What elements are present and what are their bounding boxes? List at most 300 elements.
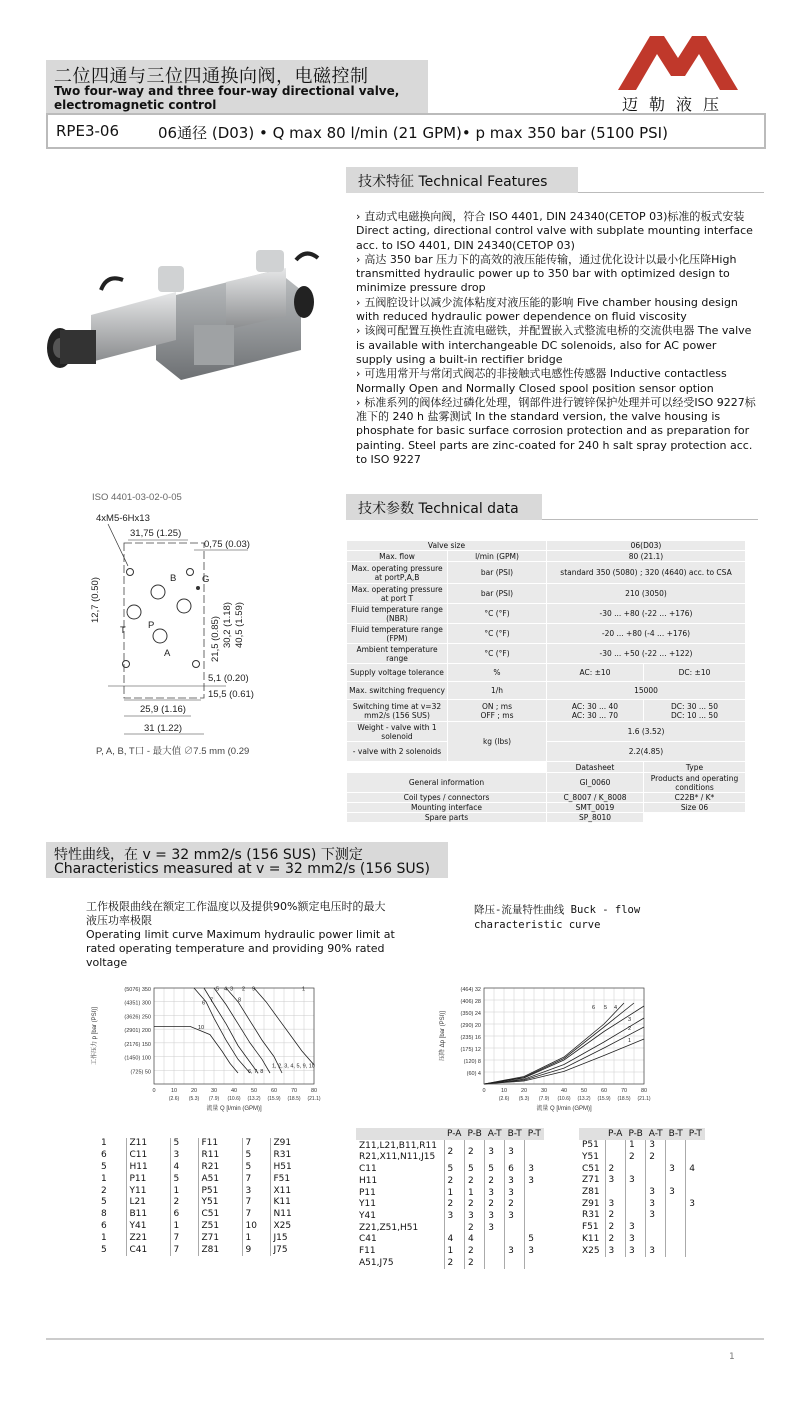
model-id: RPE3-06 bbox=[56, 122, 119, 140]
table-row bbox=[98, 1173, 314, 1185]
flow-curve-table-left bbox=[356, 1128, 544, 1269]
x-tick-label-gpm: (18.5) bbox=[617, 1096, 631, 1102]
tech-cell: -30 ... +50 (-22 ... +122) bbox=[547, 644, 745, 663]
table-cell: 4 bbox=[686, 1163, 705, 1175]
table-cell: 5 bbox=[101, 1244, 107, 1255]
tech-cell: bar (PSI) bbox=[448, 584, 546, 603]
table-cell bbox=[666, 1198, 686, 1210]
x-tick-label-gpm: (21.1) bbox=[637, 1096, 651, 1102]
feature-text: 可选用常开与常闭式阀芯的非接触式电感性传感器 Inductive contactless Normally Open and Normally Closed spool position sensor option bbox=[356, 367, 727, 395]
table-cell: C41 bbox=[359, 1234, 377, 1245]
table-cell bbox=[505, 1222, 525, 1234]
flow-table-header-blank bbox=[356, 1128, 444, 1140]
table-cell: 2 bbox=[505, 1199, 525, 1211]
x-tick-label-gpm: (21.1) bbox=[307, 1096, 321, 1102]
table-cell: 3 bbox=[444, 1211, 464, 1223]
flow-table-header: P-T bbox=[525, 1128, 544, 1140]
tech-cell: Products and operating conditions bbox=[644, 773, 745, 792]
table-cell: Y11 bbox=[126, 1185, 170, 1197]
table-cell: 7 bbox=[242, 1209, 270, 1221]
table-cell bbox=[686, 1140, 705, 1152]
table-cell: 3 bbox=[686, 1198, 705, 1210]
tech-cell: GI_0060 bbox=[547, 773, 643, 792]
x-tick-label-gpm: (15.9) bbox=[597, 1096, 611, 1102]
x-tick-label: 10 bbox=[500, 1088, 508, 1094]
tech-data-table bbox=[346, 540, 746, 823]
x-tick-label-gpm: (7.9) bbox=[538, 1096, 550, 1102]
table-cell: C41 bbox=[126, 1244, 170, 1256]
tech-cell: AC: ±10 bbox=[547, 664, 643, 681]
table-cell bbox=[625, 1198, 645, 1210]
table-cell: Z91 bbox=[270, 1138, 314, 1150]
table-cell: F51 bbox=[582, 1222, 599, 1233]
table-cell: 2 bbox=[605, 1234, 625, 1246]
tech-cell: 2.2(4.85) bbox=[547, 742, 745, 761]
table-cell: C11 bbox=[126, 1150, 170, 1162]
table-cell: K11 bbox=[582, 1233, 600, 1244]
x-tick-label: 60 bbox=[270, 1088, 278, 1094]
tech-cell: Mounting interface bbox=[347, 803, 546, 812]
table-cell: 2 bbox=[170, 1197, 198, 1209]
table-cell: Z21 bbox=[126, 1232, 170, 1244]
x-tick-label-gpm: (5.3) bbox=[518, 1096, 530, 1102]
y-tick-label: (1450) 100 bbox=[124, 1055, 151, 1062]
y-tick-label: (725) 50 bbox=[130, 1069, 151, 1076]
feature-text: 直动式电磁换向阀，符合 ISO 4401, DIN 24340(CETOP 03)标准的板式安装Direct acting, directional control valve with subplate mounting interface acc. to ISO 4401, DIN 24340(CETOP 03) bbox=[356, 210, 753, 252]
series-line bbox=[214, 988, 270, 1076]
bullet-icon: › bbox=[356, 252, 361, 266]
table-cell: 3 bbox=[525, 1164, 544, 1176]
tech-cell: Type bbox=[644, 762, 745, 772]
bullet-icon: › bbox=[356, 210, 361, 223]
table-cell: 8 bbox=[101, 1209, 107, 1220]
table-cell: 2 bbox=[444, 1258, 464, 1270]
table-row bbox=[356, 1222, 544, 1234]
valve-product-image bbox=[46, 230, 336, 405]
table-cell: Y51 bbox=[582, 1152, 599, 1163]
table-cell: 2 bbox=[464, 1176, 484, 1188]
table-cell: 2 bbox=[464, 1258, 484, 1270]
table-cell: Z51 bbox=[198, 1221, 242, 1233]
flow-table-header: A-T bbox=[646, 1128, 666, 1140]
table-cell bbox=[666, 1234, 686, 1246]
tech-cell: Switching time at v=32 mm2/s (156 SUS) bbox=[347, 700, 447, 721]
table-cell: A51 bbox=[198, 1173, 242, 1185]
table-cell: 2 bbox=[444, 1140, 464, 1164]
flow-table-header: B-T bbox=[666, 1128, 686, 1140]
table-cell bbox=[605, 1152, 625, 1164]
page-title-en: Two four-way and three four-way directional valve, electromagnetic control bbox=[54, 84, 400, 112]
feature-text: 高达 350 bar 压力下的高效的液压能传输，通过优化设计以最小化压降High transmitted hydraulic power up to 350 bar with optimized design to minimize pressure drop bbox=[356, 252, 737, 295]
table-cell: 3 bbox=[485, 1211, 505, 1223]
table-cell: Z91 bbox=[582, 1198, 600, 1209]
x-tick-label-gpm: (10.6) bbox=[557, 1096, 571, 1102]
tech-cell: General information bbox=[347, 773, 546, 792]
table-cell: 2 bbox=[646, 1152, 666, 1164]
series-line bbox=[154, 1026, 238, 1073]
tech-cell: Supply voltage tolerance bbox=[347, 664, 447, 681]
table-cell bbox=[525, 1258, 544, 1270]
tech-cell: DC: ±10 bbox=[644, 664, 745, 681]
x-tick-label-gpm: (15.9) bbox=[267, 1096, 281, 1102]
table-row bbox=[356, 1176, 544, 1188]
tech-cell bbox=[644, 813, 745, 822]
feature-item bbox=[356, 253, 756, 296]
table-cell: 1 bbox=[170, 1185, 198, 1197]
curve1-title-cn: 工作极限曲线在额定工作温度以及提供90%额定电压时的最大液压功率极限 bbox=[86, 900, 386, 927]
table-cell: 3 bbox=[666, 1187, 686, 1199]
table-cell: 3 bbox=[605, 1175, 625, 1187]
x-tick-label-gpm: (10.6) bbox=[227, 1096, 241, 1102]
tech-cell: % bbox=[448, 664, 546, 681]
flow-table-header: P-B bbox=[464, 1128, 484, 1140]
x-tick-label: 30 bbox=[210, 1088, 218, 1094]
table-cell: J75 bbox=[270, 1244, 314, 1256]
feature-item bbox=[356, 396, 756, 467]
table-cell: 10 bbox=[242, 1221, 270, 1233]
y-tick-label: (5076) 350 bbox=[124, 987, 151, 993]
table-cell: 7 bbox=[242, 1197, 270, 1209]
tech-cell: 1.6 (3.52) bbox=[547, 722, 745, 741]
table-cell: X25 bbox=[582, 1245, 600, 1256]
table-cell: 3 bbox=[485, 1222, 505, 1234]
table-cell: C51 bbox=[582, 1163, 600, 1174]
table-cell: K11 bbox=[270, 1197, 314, 1209]
table-cell bbox=[525, 1140, 544, 1164]
curve1-title-en: Operating limit curve Maximum hydraulic power limit at rated operating temperature and providing 90% rated voltage bbox=[86, 928, 395, 969]
tech-cell: AC: 30 ... 40 AC: 30 ... 70 bbox=[547, 700, 643, 721]
x-tick-label: 30 bbox=[540, 1088, 548, 1094]
tech-cell: - valve with 2 solenoids bbox=[347, 742, 447, 761]
x-tick-label: 40 bbox=[560, 1088, 568, 1094]
table-cell: 5 bbox=[525, 1234, 544, 1246]
table-cell bbox=[625, 1187, 645, 1199]
port-size-note: P, A, B, T口 - 最大值 ∅7.5 mm (0.29 bbox=[96, 746, 250, 757]
table-cell: H11 bbox=[126, 1162, 170, 1174]
dim-label: 25,9 (1.16) bbox=[140, 704, 186, 715]
table-cell: H11 bbox=[359, 1176, 378, 1187]
table-cell: 3 bbox=[605, 1198, 625, 1210]
table-cell: Z71 bbox=[582, 1175, 600, 1186]
table-cell bbox=[525, 1187, 544, 1199]
table-row bbox=[98, 1162, 314, 1174]
tech-cell: 1/h bbox=[448, 682, 546, 699]
y-tick-label: (120) 8 bbox=[463, 1059, 481, 1065]
dim-label: 5,1 (0.20) bbox=[208, 673, 249, 684]
table-cell: C51 bbox=[198, 1209, 242, 1221]
feature-text: 五阀腔设计以减少流体粘度对液压能的影响 Five chamber housing design with reduced hydraulic power dependence on fluid viscosity bbox=[356, 295, 738, 324]
table-cell: 3 bbox=[605, 1245, 625, 1257]
tech-cell: Max. flow bbox=[347, 551, 447, 561]
table-cell: 3 bbox=[505, 1176, 525, 1188]
table-cell bbox=[666, 1222, 686, 1234]
y-tick-label: (290) 20 bbox=[460, 1023, 481, 1029]
dim-label: 12,7 (0.50) bbox=[90, 577, 101, 623]
table-row bbox=[579, 1140, 705, 1152]
table-cell: 1 bbox=[625, 1140, 645, 1152]
curve-label: 1 bbox=[628, 1038, 632, 1044]
table-cell: 2 bbox=[605, 1210, 625, 1222]
flow-table-header: A-T bbox=[485, 1128, 505, 1140]
table-row bbox=[98, 1232, 314, 1244]
table-cell: 5 bbox=[170, 1138, 198, 1150]
table-cell: 1 bbox=[101, 1138, 107, 1149]
table-cell: 5 bbox=[170, 1173, 198, 1185]
tech-cell: °C (°F) bbox=[448, 644, 546, 663]
tech-cell: Size 06 bbox=[644, 803, 745, 812]
y-tick-label: (235) 16 bbox=[460, 1035, 481, 1041]
table-cell bbox=[666, 1210, 686, 1222]
y-tick-label: (350) 24 bbox=[460, 1011, 481, 1017]
table-row bbox=[579, 1245, 705, 1257]
table-cell: N11 bbox=[270, 1209, 314, 1221]
curve-label: 6 bbox=[202, 1000, 206, 1007]
table-cell bbox=[505, 1234, 525, 1246]
table-cell: 6 bbox=[505, 1164, 525, 1176]
table-cell: 1 bbox=[444, 1187, 464, 1199]
table-cell: X25 bbox=[270, 1221, 314, 1233]
table-cell: 3 bbox=[666, 1163, 686, 1175]
table-cell bbox=[666, 1152, 686, 1164]
curve-label: 3 bbox=[628, 1017, 632, 1023]
table-cell bbox=[686, 1187, 705, 1199]
table-row bbox=[98, 1150, 314, 1162]
curve-label: 3 bbox=[230, 986, 234, 993]
tech-cell: Datasheet bbox=[547, 762, 643, 772]
bullet-icon: › bbox=[356, 324, 361, 338]
tech-cell: Fluid temperature range (FPM) bbox=[347, 624, 447, 643]
table-cell: 6 bbox=[170, 1209, 198, 1221]
y-tick-label: (175) 12 bbox=[460, 1047, 481, 1053]
y-tick-label: (4351) 300 bbox=[124, 1000, 151, 1007]
table-row bbox=[356, 1140, 544, 1164]
table-cell: 7 bbox=[242, 1138, 270, 1150]
table-row bbox=[98, 1197, 314, 1209]
curve-label: 2 bbox=[628, 1026, 632, 1032]
feature-text: 该阀可配置互换性直流电磁铁，并配置嵌入式整流电桥的交流供电器 The valve is available with interchangeable DC solenoids, also for AC power supply using a built-in rectifier bridge bbox=[356, 324, 752, 366]
table-row bbox=[356, 1258, 544, 1270]
page-number: 1 bbox=[729, 1352, 735, 1362]
table-cell: R11 bbox=[198, 1150, 242, 1162]
table-cell: 3 bbox=[625, 1234, 645, 1246]
table-row bbox=[98, 1221, 314, 1233]
operating-limit-chart bbox=[84, 980, 334, 1120]
table-row bbox=[579, 1210, 705, 1222]
x-tick-label: 0 bbox=[152, 1088, 156, 1094]
table-cell: 3 bbox=[625, 1175, 645, 1187]
flow-table-header: B-T bbox=[505, 1128, 525, 1140]
x-tick-label: 70 bbox=[620, 1088, 628, 1094]
logo-text: 迈勒液压 bbox=[622, 95, 731, 114]
section-divider bbox=[542, 519, 758, 520]
tech-data-heading: 技术参数 Technical data bbox=[346, 494, 542, 520]
x-tick-label-gpm: (7.9) bbox=[208, 1096, 220, 1102]
tech-cell: Coil types / connectors bbox=[347, 793, 546, 802]
table-cell bbox=[646, 1175, 666, 1187]
tech-cell: DC: 30 ... 50 DC: 10 ... 50 bbox=[644, 700, 745, 721]
table-cell: P51 bbox=[198, 1185, 242, 1197]
table-cell: 2 bbox=[444, 1199, 464, 1211]
table-cell: 3 bbox=[505, 1140, 525, 1164]
table-cell bbox=[625, 1163, 645, 1175]
table-cell: 4 bbox=[170, 1162, 198, 1174]
tech-cell: Weight - valve with 1 solenoid bbox=[347, 722, 447, 741]
table-cell: F11 bbox=[359, 1246, 376, 1257]
curve2-title: 降压-流量特性曲线 Buck - flow characteristic curve bbox=[474, 904, 641, 931]
curve1-title bbox=[86, 900, 396, 970]
x-tick-label: 40 bbox=[230, 1088, 238, 1094]
x-tick-label: 20 bbox=[520, 1088, 528, 1094]
table-cell: 3 bbox=[625, 1222, 645, 1234]
table-cell bbox=[666, 1245, 686, 1257]
table-cell: Z11,L21,B11,R11 R21,X11,N11,J15 bbox=[359, 1141, 437, 1162]
table-cell bbox=[646, 1234, 666, 1246]
curve-label: 7 bbox=[210, 997, 214, 1004]
table-cell bbox=[505, 1258, 525, 1270]
features-heading: 技术特征 Technical Features bbox=[346, 167, 578, 193]
x-tick-label-gpm: (13.2) bbox=[577, 1096, 591, 1102]
dim-label: 0,75 (0.03) bbox=[204, 539, 250, 550]
port-label: P bbox=[148, 620, 155, 631]
x-tick-label-gpm: (18.5) bbox=[287, 1096, 301, 1102]
flow-table-header-blank bbox=[579, 1128, 605, 1140]
tech-cell: -30 ... +80 (-22 ... +176) bbox=[547, 604, 745, 623]
tech-cell: °C (°F) bbox=[448, 604, 546, 623]
table-cell: 5 bbox=[242, 1162, 270, 1174]
table-row bbox=[579, 1163, 705, 1175]
table-cell bbox=[686, 1222, 705, 1234]
table-cell: Z81 bbox=[582, 1187, 600, 1198]
table-cell: Y11 bbox=[359, 1199, 376, 1210]
table-cell: 5 bbox=[464, 1164, 484, 1176]
table-row bbox=[356, 1164, 544, 1176]
table-cell bbox=[646, 1222, 666, 1234]
table-cell bbox=[686, 1175, 705, 1187]
characteristics-title-en: Characteristics measured at v = 32 mm2/s (156 SUS) bbox=[54, 861, 430, 877]
y-tick-label: (2901) 200 bbox=[124, 1028, 151, 1035]
table-row bbox=[356, 1187, 544, 1199]
x-tick-label: 80 bbox=[310, 1088, 318, 1094]
table-cell: 3 bbox=[646, 1245, 666, 1257]
x-tick-label: 50 bbox=[250, 1088, 258, 1094]
tech-cell: Max. switching frequency bbox=[347, 682, 447, 699]
table-cell: A51,J75 bbox=[359, 1257, 394, 1268]
table-row bbox=[579, 1152, 705, 1164]
table-cell: 6 bbox=[101, 1150, 107, 1161]
table-cell: P51 bbox=[582, 1140, 599, 1151]
table-cell: 3 bbox=[646, 1210, 666, 1222]
curve-label: 6, 7, 8 bbox=[248, 1069, 264, 1076]
table-cell bbox=[625, 1210, 645, 1222]
curve-label: 9 bbox=[252, 986, 256, 993]
y-tick-label: (3626) 250 bbox=[124, 1014, 151, 1021]
table-cell: 3 bbox=[170, 1150, 198, 1162]
table-cell: R31 bbox=[270, 1150, 314, 1162]
x-tick-label: 80 bbox=[640, 1088, 648, 1094]
table-cell bbox=[605, 1187, 625, 1199]
table-cell: 2 bbox=[101, 1185, 107, 1196]
feature-item bbox=[356, 296, 756, 325]
table-row bbox=[356, 1211, 544, 1223]
tech-cell: SMT_0019 bbox=[547, 803, 643, 812]
table-cell: 2 bbox=[605, 1222, 625, 1234]
curve-label: 6 bbox=[592, 1005, 596, 1011]
dim-label: 21,5 (0.85) bbox=[210, 616, 221, 662]
x-tick-label: 70 bbox=[290, 1088, 298, 1094]
table-cell bbox=[485, 1234, 505, 1246]
table-cell: 1 bbox=[464, 1187, 484, 1199]
table-cell: P11 bbox=[359, 1187, 376, 1198]
drawing-thread: 4xM5-6Hx13 bbox=[96, 513, 150, 524]
drawing-standard: ISO 4401-03-02-0-05 bbox=[92, 492, 182, 503]
table-cell: H51 bbox=[270, 1162, 314, 1174]
table-cell: 3 bbox=[464, 1211, 484, 1223]
flow-table-header: P-A bbox=[444, 1128, 464, 1140]
tech-cell: 210 (3050) bbox=[547, 584, 745, 603]
x-tick-label: 60 bbox=[600, 1088, 608, 1094]
curve-label: 4 bbox=[614, 1005, 618, 1011]
table-cell: 5 bbox=[101, 1197, 107, 1208]
table-cell: 2 bbox=[444, 1176, 464, 1188]
table-row bbox=[98, 1138, 314, 1150]
table-cell: 5 bbox=[101, 1161, 107, 1172]
table-cell: 2 bbox=[625, 1152, 645, 1164]
tech-cell: Max. operating pressure at port T bbox=[347, 584, 447, 603]
bullet-icon: › bbox=[356, 367, 361, 381]
table-cell: 7 bbox=[170, 1244, 198, 1256]
x-tick-label: 20 bbox=[190, 1088, 198, 1094]
x-tick-label-gpm: (2.6) bbox=[498, 1096, 510, 1102]
table-cell: 2 bbox=[485, 1199, 505, 1211]
table-cell bbox=[525, 1199, 544, 1211]
port-label: G bbox=[202, 574, 210, 585]
x-tick-label: 0 bbox=[482, 1088, 486, 1094]
tech-cell: Max. operating pressure at portP,A,B bbox=[347, 562, 447, 583]
tech-cell: kg (lbs) bbox=[448, 722, 546, 761]
tech-cell: Spare parts bbox=[347, 813, 546, 822]
features-list bbox=[356, 210, 756, 467]
y-tick-label: (406) 28 bbox=[460, 999, 481, 1005]
tech-cell: C_8007 / K_8008 bbox=[547, 793, 643, 802]
flow-curve-table-right bbox=[579, 1128, 705, 1257]
curve-label: 10 bbox=[198, 1025, 205, 1032]
characteristics-title-cn: 特性曲线，在 v = 32 mm2/s (156 SUS) 下测定 bbox=[54, 847, 363, 863]
table-cell: P11 bbox=[126, 1173, 170, 1185]
y-axis-label: 压降 Δp [bar (PSI)] bbox=[440, 1010, 446, 1062]
table-cell: 1 bbox=[170, 1221, 198, 1233]
flow-table-header: P-B bbox=[625, 1128, 645, 1140]
table-cell: X11 bbox=[270, 1185, 314, 1197]
table-cell: Y41 bbox=[359, 1211, 376, 1222]
table-cell bbox=[525, 1222, 544, 1234]
table-cell: Z21,Z51,H51 bbox=[359, 1222, 419, 1233]
table-cell: 1 bbox=[101, 1232, 107, 1243]
flow-table-header: P-A bbox=[605, 1128, 625, 1140]
y-tick-label: (60) 4 bbox=[466, 1071, 481, 1077]
table-cell bbox=[646, 1163, 666, 1175]
dim-label: 30,2 (1.18) bbox=[222, 602, 233, 648]
bullet-icon: › bbox=[356, 295, 361, 309]
table-cell bbox=[666, 1140, 686, 1152]
table-cell: J15 bbox=[270, 1232, 314, 1244]
table-cell bbox=[485, 1258, 505, 1270]
tech-cell: -20 ... +80 (-4 ... +176) bbox=[547, 624, 745, 643]
feature-item bbox=[356, 324, 756, 367]
table-cell: 5 bbox=[485, 1164, 505, 1176]
table-cell: 3 bbox=[525, 1176, 544, 1188]
table-cell bbox=[605, 1140, 625, 1152]
y-tick-label: (2176) 150 bbox=[124, 1041, 151, 1048]
